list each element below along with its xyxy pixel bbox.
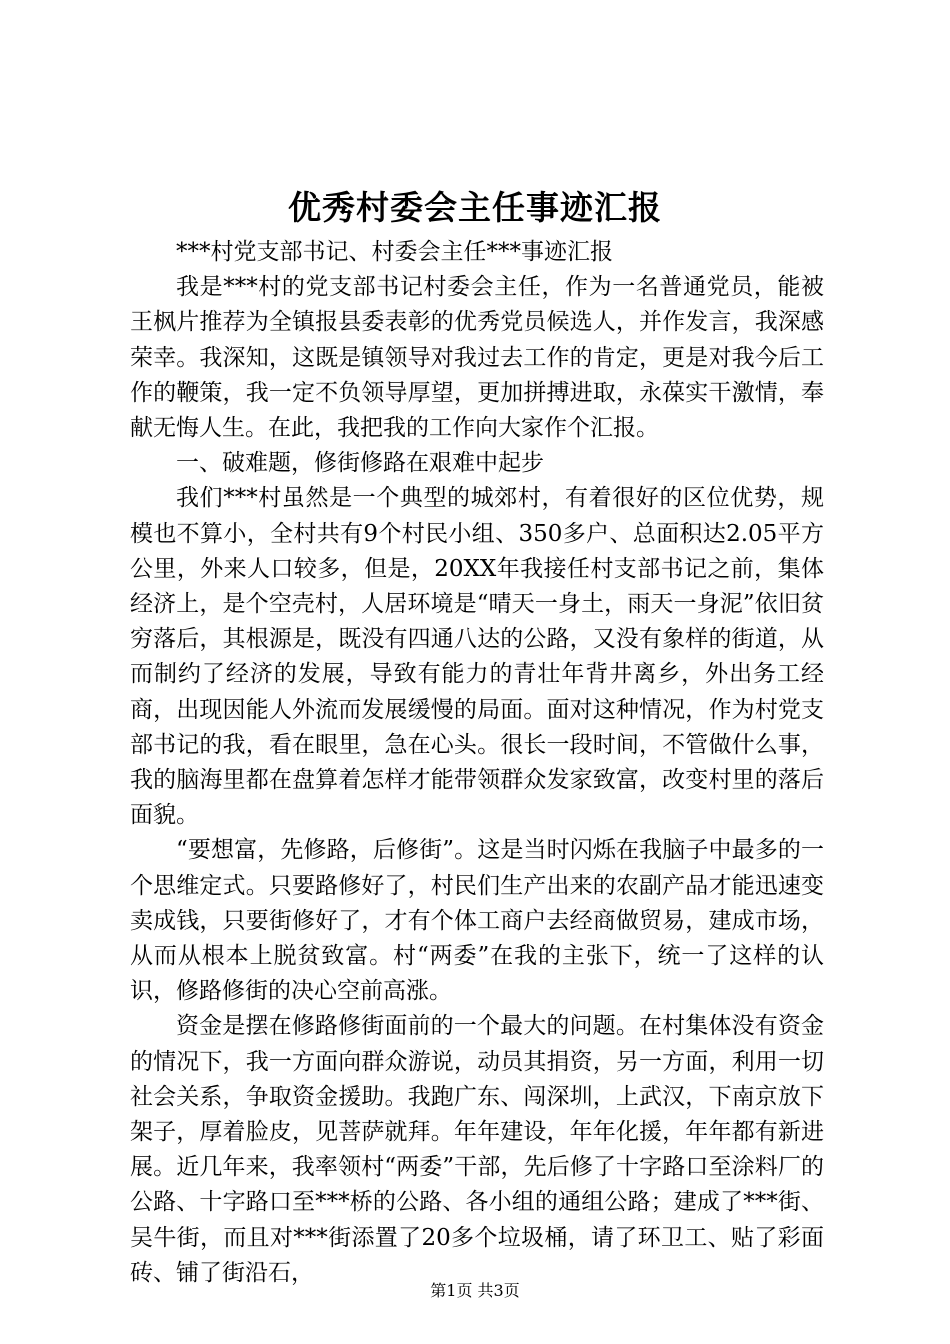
document-title: 优秀村委会主任事迹汇报: [288, 188, 662, 227]
body-paragraph: “要想富，先修路，后修街”。这是当时闪烁在我脑子中最多的一个思维定式。只要路修好了，村民们生产出来的农副产品才能迅速变卖成钱，只要街修好了，才有个体工商户去经商做贸易，建成市场，从而从根本上脱贫致富。村“两委”在我的主张下，统一了这样的认识，修路修街的决心空前高涨。: [130, 837, 824, 1005]
body-paragraph: 资金是摆在修路修街面前的一个最大的问题。在村集体没有资金的情况下，我一方面向群众游说，动员其捐资，另一方面，利用一切社会关系，争取资金援助。我跑广东、闯深圳，上武汉，下南京放下架子，厚着脸皮，见菩萨就拜。年年建设，年年化援，年年都有新进展。近几年来，我率领村“两委”干部，先后修了十字路口至涂料厂的公路、十字路口至***桥的公路、各小组的通组公路；建成了***街、吴牛街，而且对***街添置了20多个垃圾桶，请了环卫工、贴了彩面砖、铺了街沿石，: [130, 1013, 824, 1286]
section-heading: 一、破难题，修街修路在艰难中起步: [176, 450, 544, 477]
intro-paragraph: 我是***村的党支部书记村委会主任，作为一名普通党员，能被王枫片推荐为全镇报县委表彰的优秀党员候选人，并作发言，我深感荣幸。我深知，这既是镇领导对我过去工作的肯定，更是对我今后工作的鞭策，我一定不负领导厚望，更加拼搏进取，永葆实干激情，奉献无悔人生。在此，我把我的工作向大家作个汇报。: [130, 274, 824, 442]
page-footer: 第1页 共3页: [430, 1281, 520, 1300]
document-body: [130, 235, 824, 1291]
subtitle-paragraph: ***村党支部书记、村委会主任***事迹汇报: [176, 239, 613, 265]
body-paragraph: 我们***村虽然是一个典型的城郊村，有着很好的区位优势，规模也不算小，全村共有9个村民小组、350多户、总面积达2.05平方公里，外来人口较多，但是，20XX年我接任村支部书记之前，集体经济上，是个空壳村，人居环境是“晴天一身土，雨天一身泥”依旧贫穷落后，其根源是，既没有四通八达的公路，又没有象样的街道，从而制约了经济的发展，导致有能力的青壮年背井离乡，外出务工经商，出现因能人外流而发展缓慢的局面。面对这种情况，作为村党支部书记的我，看在眼里，急在心头。很长一段时间，不管做什么事，我的脑海里都在盘算着怎样才能带领群众发家致富，改变村里的落后面貌。: [130, 485, 824, 829]
